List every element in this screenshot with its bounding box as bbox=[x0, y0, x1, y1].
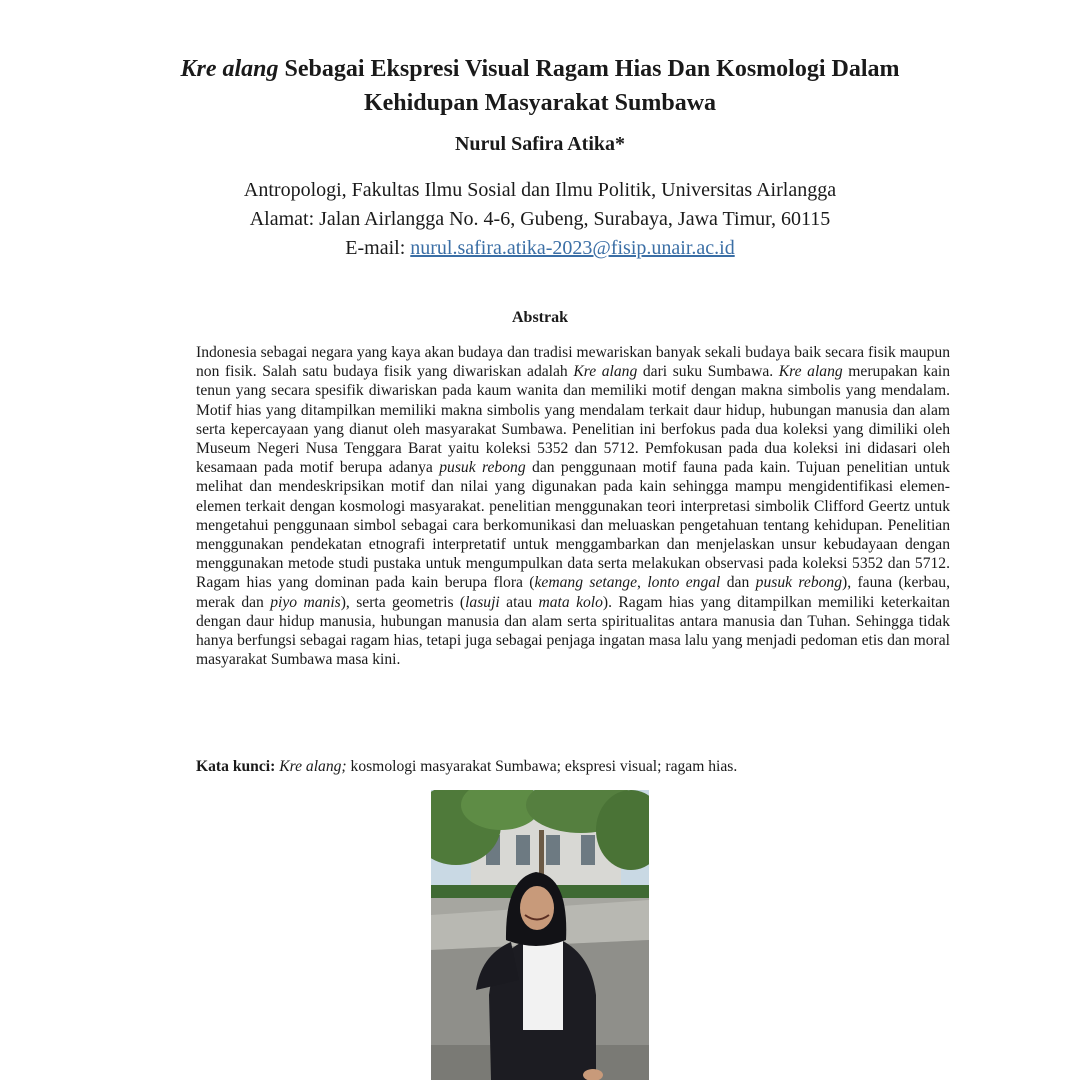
affiliation: Antropologi, Fakultas Ilmu Sosial dan Ilmu Politik, Universitas Airlangga bbox=[243, 179, 837, 201]
abstract-italic-term: Kre alang bbox=[778, 363, 843, 381]
abstract-italic-term: lonto engal bbox=[647, 574, 721, 592]
abstract-text: dari suku Sumbawa. bbox=[637, 363, 779, 381]
paper-title bbox=[100, 52, 980, 120]
abstract-italic-term: piyo manis bbox=[270, 593, 341, 611]
affiliation-block bbox=[100, 176, 980, 263]
author-name: Nurul Safira Atika* bbox=[454, 133, 626, 155]
title-line-2: Kehidupan Masyarakat Sumbawa bbox=[363, 90, 717, 116]
abstract-text: Indonesia sebagai negara yang kaya akan budaya dan tradisi mewariskan banyak sekali budaya baik secara fisik maupun non fisik. Salah satu budaya fisik yang diwariskan adalah bbox=[196, 344, 950, 381]
abstract-text: , bbox=[637, 574, 648, 592]
abstract-text: merupakan kain tenun yang secara spesifik diwariskan pada kaum wanita dan memiliki motif dengan makna simbolis yang mendalam. Motif hias yang ditampilkan memiliki makna simbolis yang mendalam terkait daur hidup, hubungan manusia dan alam serta kepercayaan yang dianut oleh masyarakat Sumbawa. Penelitian ini berfokus pada dua koleksi yang dimiliki oleh Museum Negeri Nusa Tenggara Barat yaitu koleksi 5352 dan 5712. Pemfokusan pada dua koleksi ini didasari oleh kesamaan pada motif berupa adanya bbox=[196, 363, 951, 477]
author-photo bbox=[431, 790, 649, 1080]
email-label: E-mail: bbox=[345, 237, 411, 259]
keywords-label: Kata kunci: bbox=[196, 758, 280, 775]
abstract-italic-term: pusuk rebong bbox=[439, 459, 526, 477]
abstract-text: ). Ragam hias yang ditampilkan memiliki keterkaitan dengan daur hidup manusia, hubungan manusia dan alam serta spiritualitas antara manusia dan Tuhan. Sehingga tidak hanya berfungsi sebagai ragam hias, tetapi juga sebagai penjaga ingatan masa lalu yang menjadi pedoman etis dan moral masyarakat Sumbawa masa kini. bbox=[196, 593, 950, 669]
address: Alamat: Jalan Airlangga No. 4-6, Gubeng, Surabaya, Jawa Timur, 60115 bbox=[249, 208, 831, 230]
abstract-italic-term: Kre alang bbox=[573, 363, 638, 381]
abstract-text: dan penggunaan motif fauna pada kain. Tujuan penelitian untuk melihat dan mendeskripsikan motif dan nilai yang digunakan pada kain sehingga mampu mengidentifikasi elemen-elemen terkait dengan kosmologi masyarakat. penelitian menggunakan teori interpretasi simbolik Clifford Geertz untuk mengetahui penggunaan simbol sebagai cara berkomunikasi dan meluaskan pengetahuan tentang kehidupan. Penelitian menggunakan pendekatan etnografi interpretatif untuk menggambarkan dan menjelaskan unsur kebudayaan dengan menggunakan metode studi pustaka untuk mengumpulkan data serta melakukan observasi pada koleksi 5352 dan 5712. Ragam hias yang dominan pada kain berupa flora ( bbox=[196, 459, 950, 592]
abstract-text: ), fauna (kerbau, merak dan bbox=[196, 574, 951, 611]
title-rest: Sebagai Ekspresi Visual Ragam Hias Dan Kosmologi Dalam bbox=[278, 56, 900, 82]
abstract-italic-term: mata kolo bbox=[538, 593, 603, 611]
abstract-italic-term: lasuji bbox=[465, 593, 500, 611]
email-link[interactable]: nurul.safira.atika-2023@fisip.unair.ac.id bbox=[410, 237, 735, 259]
title-italic-lead: Kre alang bbox=[180, 56, 279, 82]
keywords-rest: kosmologi masyarakat Sumbawa; ekspresi visual; ragam hias. bbox=[346, 758, 738, 775]
abstract-italic-term: kemang setange bbox=[534, 574, 638, 592]
abstract-text: ), serta geometris ( bbox=[340, 593, 466, 611]
keyword-italic: Kre alang; bbox=[279, 758, 347, 775]
email-line bbox=[100, 234, 980, 263]
abstract-italic-term: pusuk rebong bbox=[755, 574, 843, 592]
author-photo-illustration bbox=[431, 790, 649, 1080]
abstract-text: dan bbox=[720, 574, 756, 592]
abstract-body bbox=[196, 343, 950, 669]
abstract-text: atau bbox=[499, 593, 539, 611]
abstract-heading: Abstrak bbox=[511, 309, 568, 326]
keywords-line bbox=[196, 757, 950, 776]
